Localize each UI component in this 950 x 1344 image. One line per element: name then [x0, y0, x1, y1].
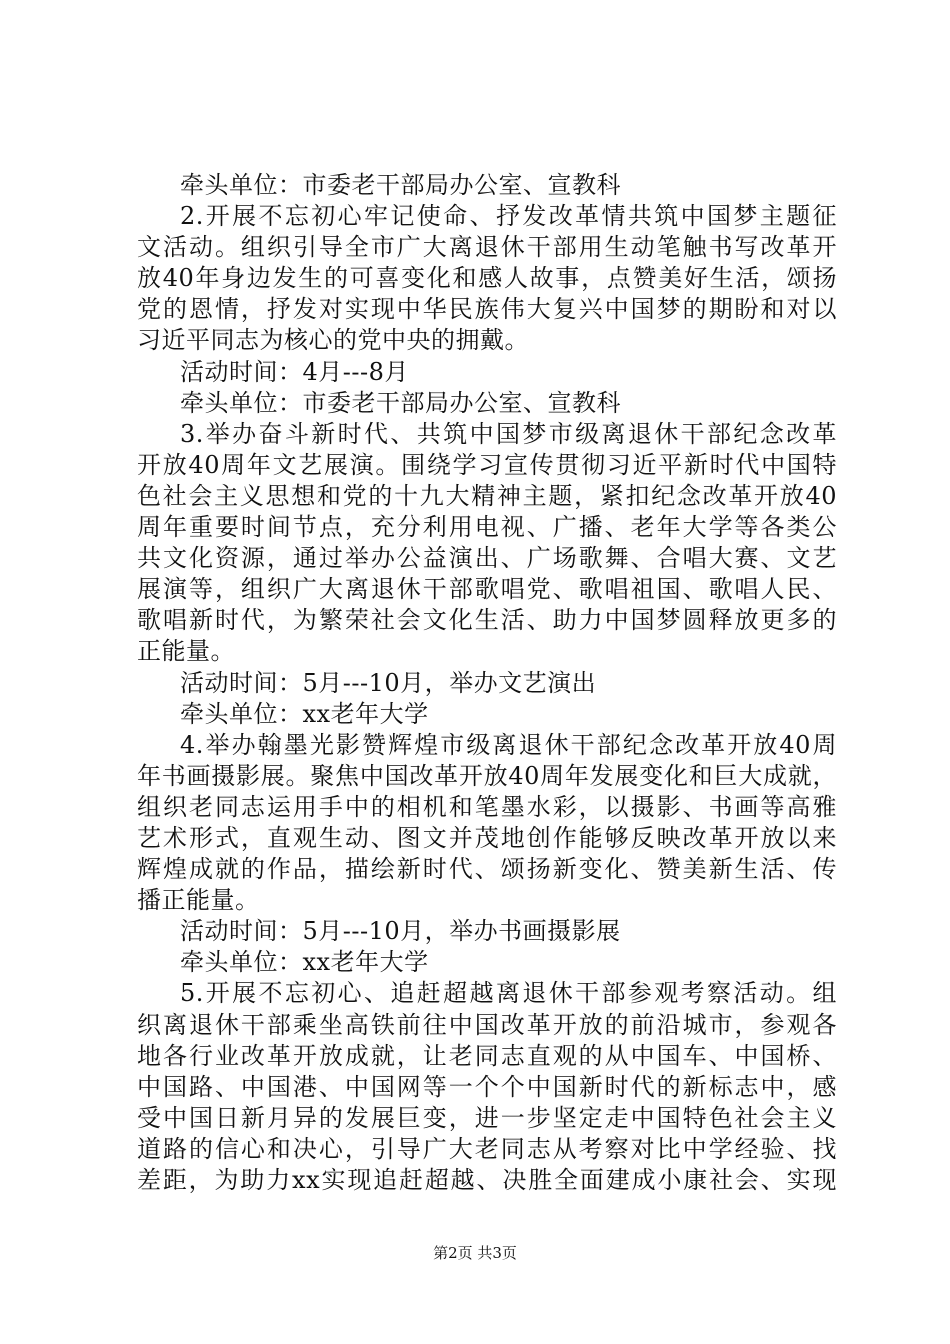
document-body [137, 170, 837, 1196]
text-line: 正能量。 [137, 637, 235, 666]
text-line: 牵头单位：市委老干部局办公室、宣教科 [180, 388, 621, 417]
text-line: 歌唱新时代，为繁荣社会文化生活、助力中国梦圆释放更多的 [137, 606, 837, 635]
text-line: 活动时间：5月---10月，举办文艺演出 [180, 668, 597, 697]
text-line: 组织老同志运用手中的相机和笔墨水彩，以摄影、书画等高雅 [137, 792, 837, 821]
text-line: 艺术形式，直观生动、图文并茂地创作能够反映改革开放以来 [137, 823, 837, 852]
text-line: 共文化资源，通过举办公益演出、广场歌舞、合唱大赛、文艺 [137, 544, 837, 573]
page-footer: 第2页 共3页 [433, 1244, 517, 1262]
text-line: 习近平同志为核心的党中央的拥戴。 [137, 326, 529, 355]
text-line: 周年重要时间节点，充分利用电视、广播、老年大学等各类公 [137, 513, 837, 542]
text-line: 色社会主义思想和党的十九大精神主题，紧扣纪念改革开放40 [137, 481, 837, 510]
text-line: 展演等，组织广大离退休干部歌唱党、歌唱祖国、歌唱人民、 [137, 575, 837, 604]
text-line: 3.举办奋斗新时代、共筑中国梦市级离退休干部纪念改革 [180, 419, 837, 448]
text-line: 牵头单位：xx老年大学 [180, 948, 429, 977]
text-line: 活动时间：4月---8月 [180, 357, 409, 386]
text-line: 放40年身边发生的可喜变化和感人故事，点赞美好生活，颂扬 [137, 264, 837, 293]
text-line: 2.开展不忘初心牢记使命、抒发改革情共筑中国梦主题征 [180, 202, 837, 231]
text-line: 文活动。组织引导全市广大离退休干部用生动笔触书写改革开 [137, 233, 837, 262]
text-line: 年书画摄影展。聚焦中国改革开放40周年发展变化和巨大成就， [137, 761, 837, 790]
text-line: 党的恩情，抒发对实现中华民族伟大复兴中国梦的期盼和对以 [137, 295, 837, 324]
text-line: 5.开展不忘初心、追赶超越离退休干部参观考察活动。组 [180, 979, 837, 1008]
text-line: 中国路、中国港、中国网等一个个中国新时代的新标志中，感 [137, 1072, 837, 1101]
text-line: 播正能量。 [137, 886, 260, 915]
text-line: 牵头单位：xx老年大学 [180, 699, 429, 728]
text-line: 辉煌成就的作品，描绘新时代、颂扬新变化、赞美新生活、传 [137, 855, 837, 884]
text-line: 地各行业改革开放成就，让老同志直观的从中国车、中国桥、 [137, 1041, 837, 1070]
text-line: 受中国日新月异的发展巨变，进一步坚定走中国特色社会主义 [137, 1103, 837, 1132]
text-line: 织离退休干部乘坐高铁前往中国改革开放的前沿城市，参观各 [137, 1010, 837, 1039]
text-line: 开放40周年文艺展演。围绕学习宣传贯彻习近平新时代中国特 [137, 450, 837, 479]
text-line: 差距，为助力xx实现追赶超越、决胜全面建成小康社会、实现 [137, 1166, 837, 1194]
text-line: 4.举办翰墨光影赞辉煌市级离退休干部纪念改革开放40周 [180, 730, 837, 759]
text-line: 活动时间：5月---10月，举办书画摄影展 [180, 917, 621, 946]
text-line: 道路的信心和决心，引导广大老同志从考察对比中学经验、找 [137, 1134, 837, 1163]
text-line: 牵头单位：市委老干部局办公室、宣教科 [180, 171, 621, 199]
